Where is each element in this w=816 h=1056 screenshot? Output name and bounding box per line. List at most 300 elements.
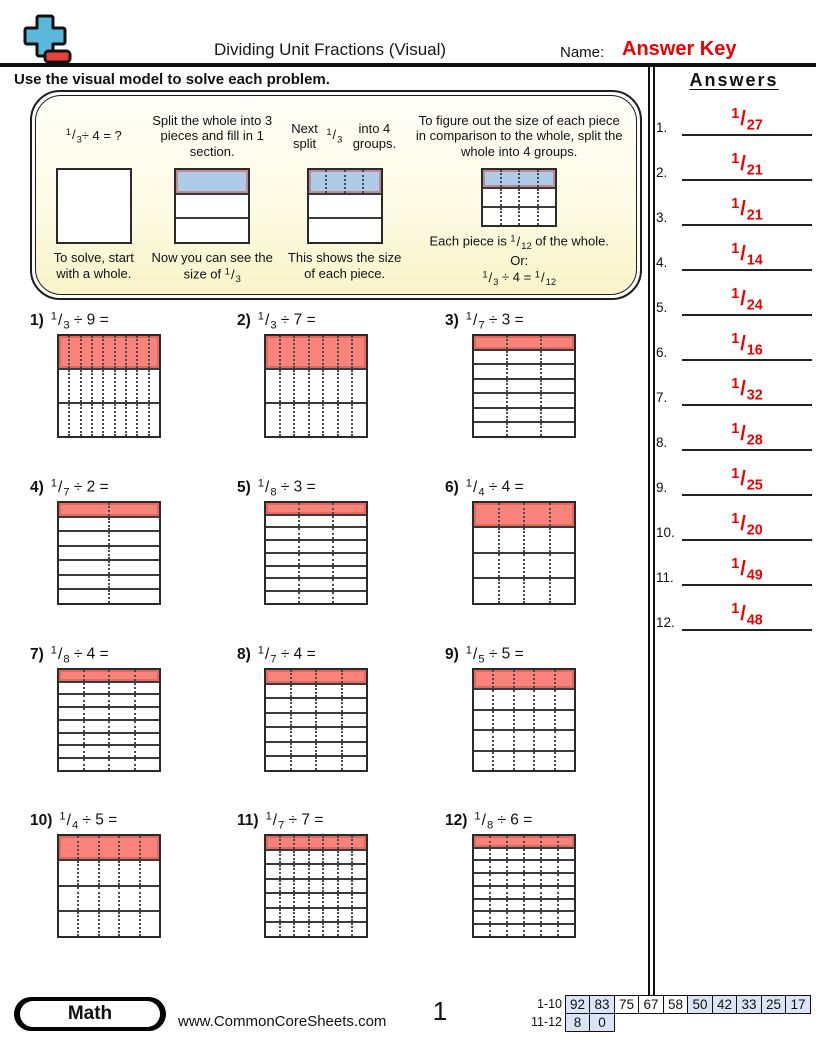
model-cell (315, 757, 341, 770)
model-cell (108, 547, 159, 560)
answer-fraction (682, 466, 812, 494)
model-cell (540, 423, 574, 436)
fraction-denominator: 7 (63, 485, 70, 498)
model-cell (492, 711, 512, 729)
fraction-model-grid (307, 168, 383, 244)
example-box-inner (35, 95, 637, 295)
fraction-slash: / (58, 478, 63, 496)
model-cell (506, 836, 523, 847)
fraction (258, 479, 277, 496)
model-cell (266, 592, 298, 603)
model-cell (540, 887, 557, 898)
model-cell (315, 714, 341, 727)
model-cell (351, 336, 366, 368)
model-cell (506, 380, 540, 393)
model-cell (293, 894, 308, 907)
answer-line (682, 494, 812, 541)
fraction (258, 646, 277, 663)
model-cell (108, 670, 134, 681)
answer-item (656, 91, 812, 136)
model-cell (332, 528, 366, 539)
model-cell (98, 887, 118, 911)
model-cell (506, 900, 523, 911)
model-cell (68, 370, 79, 402)
fraction-slash: / (740, 557, 746, 580)
model-row (474, 872, 574, 885)
model-row (474, 407, 574, 422)
model-cell (351, 909, 366, 922)
model-cell (540, 836, 557, 847)
fraction-denominator: 5 (478, 652, 485, 665)
model-cell (474, 394, 506, 407)
fraction (225, 267, 241, 282)
fraction-slash: / (740, 377, 746, 400)
fraction-model-grid (472, 334, 576, 438)
model-cell (108, 708, 134, 719)
model-cell (557, 849, 574, 860)
model-cell (266, 554, 298, 565)
fraction-denominator: 7 (478, 318, 485, 331)
model-row (309, 193, 381, 218)
answer-item (656, 136, 812, 181)
score-table-row (524, 1013, 811, 1032)
problem-label: 2) $^1/_3 \div 7$ = (237, 310, 316, 331)
answer-fraction (682, 511, 812, 539)
model-cell (266, 728, 290, 741)
model-row (266, 755, 366, 770)
model-cell (537, 170, 556, 187)
model-cell (523, 528, 549, 552)
model-cell (266, 579, 298, 590)
model-cell (489, 925, 506, 936)
model-cell (344, 170, 363, 193)
model-cell (279, 851, 294, 864)
model-cell (108, 683, 134, 694)
fraction-numerator: 1 (731, 330, 740, 347)
model-cell (325, 170, 344, 193)
fraction-slash: / (58, 645, 63, 663)
fraction-slash: / (541, 269, 545, 285)
model-cell (136, 370, 147, 402)
model-row (266, 683, 366, 698)
answer-line (682, 179, 812, 226)
model-row (59, 530, 159, 545)
problem-grid-wrap (57, 834, 161, 938)
model-row (474, 421, 574, 436)
model-cell (506, 394, 540, 407)
answer-item (656, 496, 812, 541)
fraction-slash: / (230, 266, 235, 282)
model-cell (59, 561, 108, 574)
model-cell (533, 670, 553, 688)
model-row (266, 892, 366, 907)
answer-fraction (682, 196, 812, 224)
model-cell (474, 554, 498, 578)
model-cell (108, 734, 134, 745)
model-cell (549, 579, 575, 603)
model-cell (315, 685, 341, 698)
fraction (731, 375, 763, 403)
fraction-numerator: 1 (731, 375, 740, 392)
model-cell (91, 404, 102, 436)
fraction-slash: / (740, 287, 746, 310)
model-cell (322, 909, 337, 922)
problem-item (237, 644, 368, 772)
model-cell (293, 851, 308, 864)
problem-number: 2) (237, 311, 251, 329)
model-cell (489, 861, 506, 872)
model-row (176, 170, 248, 193)
model-cell (540, 336, 574, 349)
model-cell (118, 861, 138, 885)
fraction-slash: / (473, 478, 478, 496)
answers-title: Answers (689, 70, 779, 90)
fraction (466, 479, 485, 496)
model-cell (293, 836, 308, 849)
model-cell (498, 528, 524, 552)
answer-item (656, 181, 812, 226)
model-cell (533, 711, 553, 729)
model-cell (489, 887, 506, 898)
model-row (59, 732, 159, 745)
model-cell (108, 721, 134, 732)
model-row (266, 514, 366, 527)
example-column (412, 104, 626, 288)
fraction-denominator: 3 (235, 273, 241, 284)
model-row (483, 170, 555, 187)
model-cell (136, 336, 147, 368)
fraction-denominator: 3 (337, 134, 343, 145)
model-row (266, 670, 366, 683)
model-cell (59, 576, 108, 589)
answer-fraction (682, 106, 812, 134)
model-cell (77, 887, 97, 911)
model-cell (102, 336, 113, 368)
fraction-denominator: 28 (746, 432, 763, 448)
model-cell (533, 752, 553, 770)
model-row (59, 402, 159, 436)
model-row (309, 217, 381, 242)
model-cell (59, 695, 83, 706)
model-cell (279, 894, 294, 907)
fraction-slash: / (740, 197, 746, 220)
model-row (474, 688, 574, 708)
model-cell (500, 189, 519, 206)
answers-separator-line (648, 67, 655, 995)
model-cell (498, 503, 524, 527)
model-row (266, 878, 366, 893)
fraction (731, 330, 763, 358)
answer-number: 6. (656, 345, 668, 360)
model-cell (266, 336, 279, 368)
fraction-model-grid (472, 501, 576, 605)
fraction-denominator: 25 (746, 477, 763, 493)
model-row (474, 923, 574, 936)
model-cell (554, 752, 574, 770)
model-cell (118, 887, 138, 911)
model-cell (540, 394, 574, 407)
model-cell (308, 865, 323, 878)
model-row (474, 836, 574, 847)
model-row (474, 363, 574, 378)
model-cell (513, 752, 533, 770)
model-cell (489, 912, 506, 923)
model-cell (523, 554, 549, 578)
model-cell (80, 404, 91, 436)
model-cell (341, 685, 367, 698)
fraction-slash: / (516, 234, 521, 250)
fraction-denominator: 12 (521, 240, 532, 251)
model-cell (308, 836, 323, 849)
fraction-denominator: 48 (746, 612, 763, 628)
fraction-model-grid (174, 168, 250, 244)
model-row (474, 709, 574, 729)
model-cell (266, 567, 298, 578)
fraction-model-grid (57, 668, 161, 772)
fraction-denominator: 27 (746, 117, 763, 133)
fraction-slash: / (265, 645, 270, 663)
model-row (266, 836, 366, 849)
model-cell (506, 423, 540, 436)
model-row (266, 849, 366, 864)
model-row (59, 670, 159, 681)
model-cell (540, 351, 574, 364)
problem-label: 8) $^1/_7 \div 4$ = (237, 644, 316, 665)
problem-grid-wrap (472, 834, 576, 938)
model-cell (315, 699, 341, 712)
model-cell (332, 579, 366, 590)
fraction (731, 150, 763, 178)
model-cell (59, 836, 77, 860)
model-cell (351, 894, 366, 907)
model-cell (59, 404, 68, 436)
score-cell: 8 (565, 1013, 591, 1032)
fraction-numerator: 1 (731, 195, 740, 212)
fraction (731, 510, 763, 538)
fraction (731, 105, 763, 133)
model-cell (114, 336, 125, 368)
model-cell (59, 759, 83, 770)
model-row (266, 552, 366, 565)
model-row (59, 545, 159, 560)
answer-item (656, 541, 812, 586)
model-cell (322, 336, 337, 368)
model-cell (83, 759, 109, 770)
model-cell (266, 404, 279, 436)
model-cell (489, 900, 506, 911)
model-cell (506, 912, 523, 923)
model-cell (125, 370, 136, 402)
fraction-numerator: 1 (465, 310, 473, 322)
answer-fraction (682, 421, 812, 449)
fraction-numerator: 1 (731, 600, 740, 617)
fraction-numerator: 1 (731, 105, 740, 122)
problem-number: 7) (30, 645, 44, 663)
score-cell: 50 (687, 995, 713, 1014)
model-cell (332, 567, 366, 578)
model-cell (474, 351, 506, 364)
model-cell (554, 670, 574, 688)
model-cell (59, 912, 77, 936)
model-cell (148, 404, 159, 436)
model-row (59, 588, 159, 603)
model-cell (298, 554, 332, 565)
model-cell (266, 909, 279, 922)
answer-fraction (682, 151, 812, 179)
model-cell (279, 370, 294, 402)
problem-item (30, 810, 161, 938)
answer-item (656, 271, 812, 316)
model-row (59, 559, 159, 574)
model-cell (506, 351, 540, 364)
model-cell (266, 516, 298, 527)
model-row (474, 670, 574, 688)
website-text: www.CommonCoreSheets.com (178, 1013, 387, 1030)
model-cell (557, 836, 574, 847)
model-cell (59, 721, 83, 732)
instruction-text: Use the visual model to solve each problem. (14, 71, 330, 88)
fraction-numerator: 1 (731, 150, 740, 167)
model-cell (83, 695, 109, 706)
example-column-caption-top: To figure out the size of each piece in comparison to the whole, split the whole into 4 groups. (415, 113, 623, 159)
model-cell (483, 208, 500, 225)
model-cell (332, 592, 366, 603)
model-row (266, 402, 366, 436)
model-cell (148, 336, 159, 368)
model-row (176, 217, 248, 242)
model-cell (59, 590, 108, 603)
model-cell (279, 923, 294, 936)
answer-fraction (682, 601, 812, 629)
model-row (266, 863, 366, 878)
model-row (59, 681, 159, 694)
model-cell (500, 170, 519, 187)
fraction-denominator: 4 (71, 818, 79, 831)
fraction-slash: / (473, 645, 478, 663)
fraction-numerator: 1 (50, 644, 58, 656)
model-cell (500, 208, 519, 225)
model-cell (337, 865, 352, 878)
model-cell (290, 670, 316, 683)
model-cell (341, 670, 367, 683)
model-cell (298, 579, 332, 590)
model-cell (290, 743, 316, 756)
problem-grid-wrap (472, 668, 576, 772)
model-cell (341, 743, 367, 756)
fraction-numerator: 1 (510, 233, 516, 244)
problem-grid-wrap (57, 668, 161, 772)
answer-item (656, 451, 812, 496)
fraction (731, 195, 763, 223)
model-cell (474, 752, 492, 770)
answer-line (682, 314, 812, 361)
fraction-slash: / (265, 478, 270, 496)
model-cell (77, 861, 97, 885)
score-cell: 0 (589, 1013, 615, 1032)
problem-label: 11) $^1/_7 \div 7$ = (237, 810, 324, 831)
model-cell (557, 887, 574, 898)
example-column-caption-top: Split the whole into 3 pieces and fill in 1 section. (152, 113, 273, 159)
model-cell (98, 912, 118, 936)
model-cell (266, 528, 298, 539)
problem-label: 4) $^1/_7 \div 2$ = (30, 477, 109, 498)
fraction-denominator: 3 (63, 318, 70, 331)
model-cell (523, 579, 549, 603)
model-cell (332, 503, 366, 514)
model-cell (341, 699, 367, 712)
model-row (59, 757, 159, 770)
model-cell (554, 690, 574, 708)
model-cell (83, 670, 109, 681)
model-row (483, 187, 555, 206)
model-cell (557, 925, 574, 936)
model-cell (293, 923, 308, 936)
problem-item (445, 310, 576, 438)
answer-item (656, 226, 812, 271)
answer-item (656, 406, 812, 451)
model-cell (59, 861, 77, 885)
model-row (474, 859, 574, 872)
model-cell (279, 336, 294, 368)
model-row (59, 516, 159, 531)
model-cell (108, 746, 134, 757)
model-row (474, 898, 574, 911)
problem-label: 1) $^1/_3 \div 9$ = (30, 310, 109, 331)
example-column-caption-top: $^1/_3$ ÷ 4 = ? (65, 126, 122, 145)
model-cell (540, 925, 557, 936)
model-cell (557, 874, 574, 885)
fraction (474, 812, 493, 829)
model-cell (518, 208, 537, 225)
model-cell (474, 365, 506, 378)
model-cell (513, 690, 533, 708)
model-cell (322, 836, 337, 849)
model-row (474, 552, 574, 578)
model-cell (506, 887, 523, 898)
model-cell (540, 861, 557, 872)
fraction-denominator: 24 (746, 297, 763, 313)
score-cell: 83 (589, 995, 615, 1014)
example-column-caption-bottom: This shows the size of each piece. (287, 250, 402, 282)
model-cell (98, 861, 118, 885)
model-cell (134, 695, 160, 706)
model-cell (59, 370, 68, 402)
fraction-model-grid (57, 834, 161, 938)
model-cell (108, 532, 159, 545)
fraction-numerator: 1 (731, 555, 740, 572)
fraction-slash: / (481, 811, 486, 829)
score-cell: 75 (614, 995, 640, 1014)
model-cell (474, 711, 492, 729)
model-row (483, 206, 555, 225)
model-cell (293, 909, 308, 922)
answer-line (682, 224, 812, 271)
model-row (309, 170, 381, 193)
model-cell (59, 708, 83, 719)
model-cell (91, 336, 102, 368)
answers-list (656, 91, 812, 631)
fraction-slash: / (66, 811, 71, 829)
page-number: 1 (432, 996, 448, 1026)
model-cell (59, 518, 108, 531)
model-cell (474, 900, 489, 911)
model-row (59, 744, 159, 757)
answer-item (656, 361, 812, 406)
fraction (66, 127, 82, 146)
header-rule (0, 63, 816, 67)
problem-label: 9) $^1/_5 \div 5$ = (445, 644, 524, 665)
model-cell (351, 836, 366, 849)
